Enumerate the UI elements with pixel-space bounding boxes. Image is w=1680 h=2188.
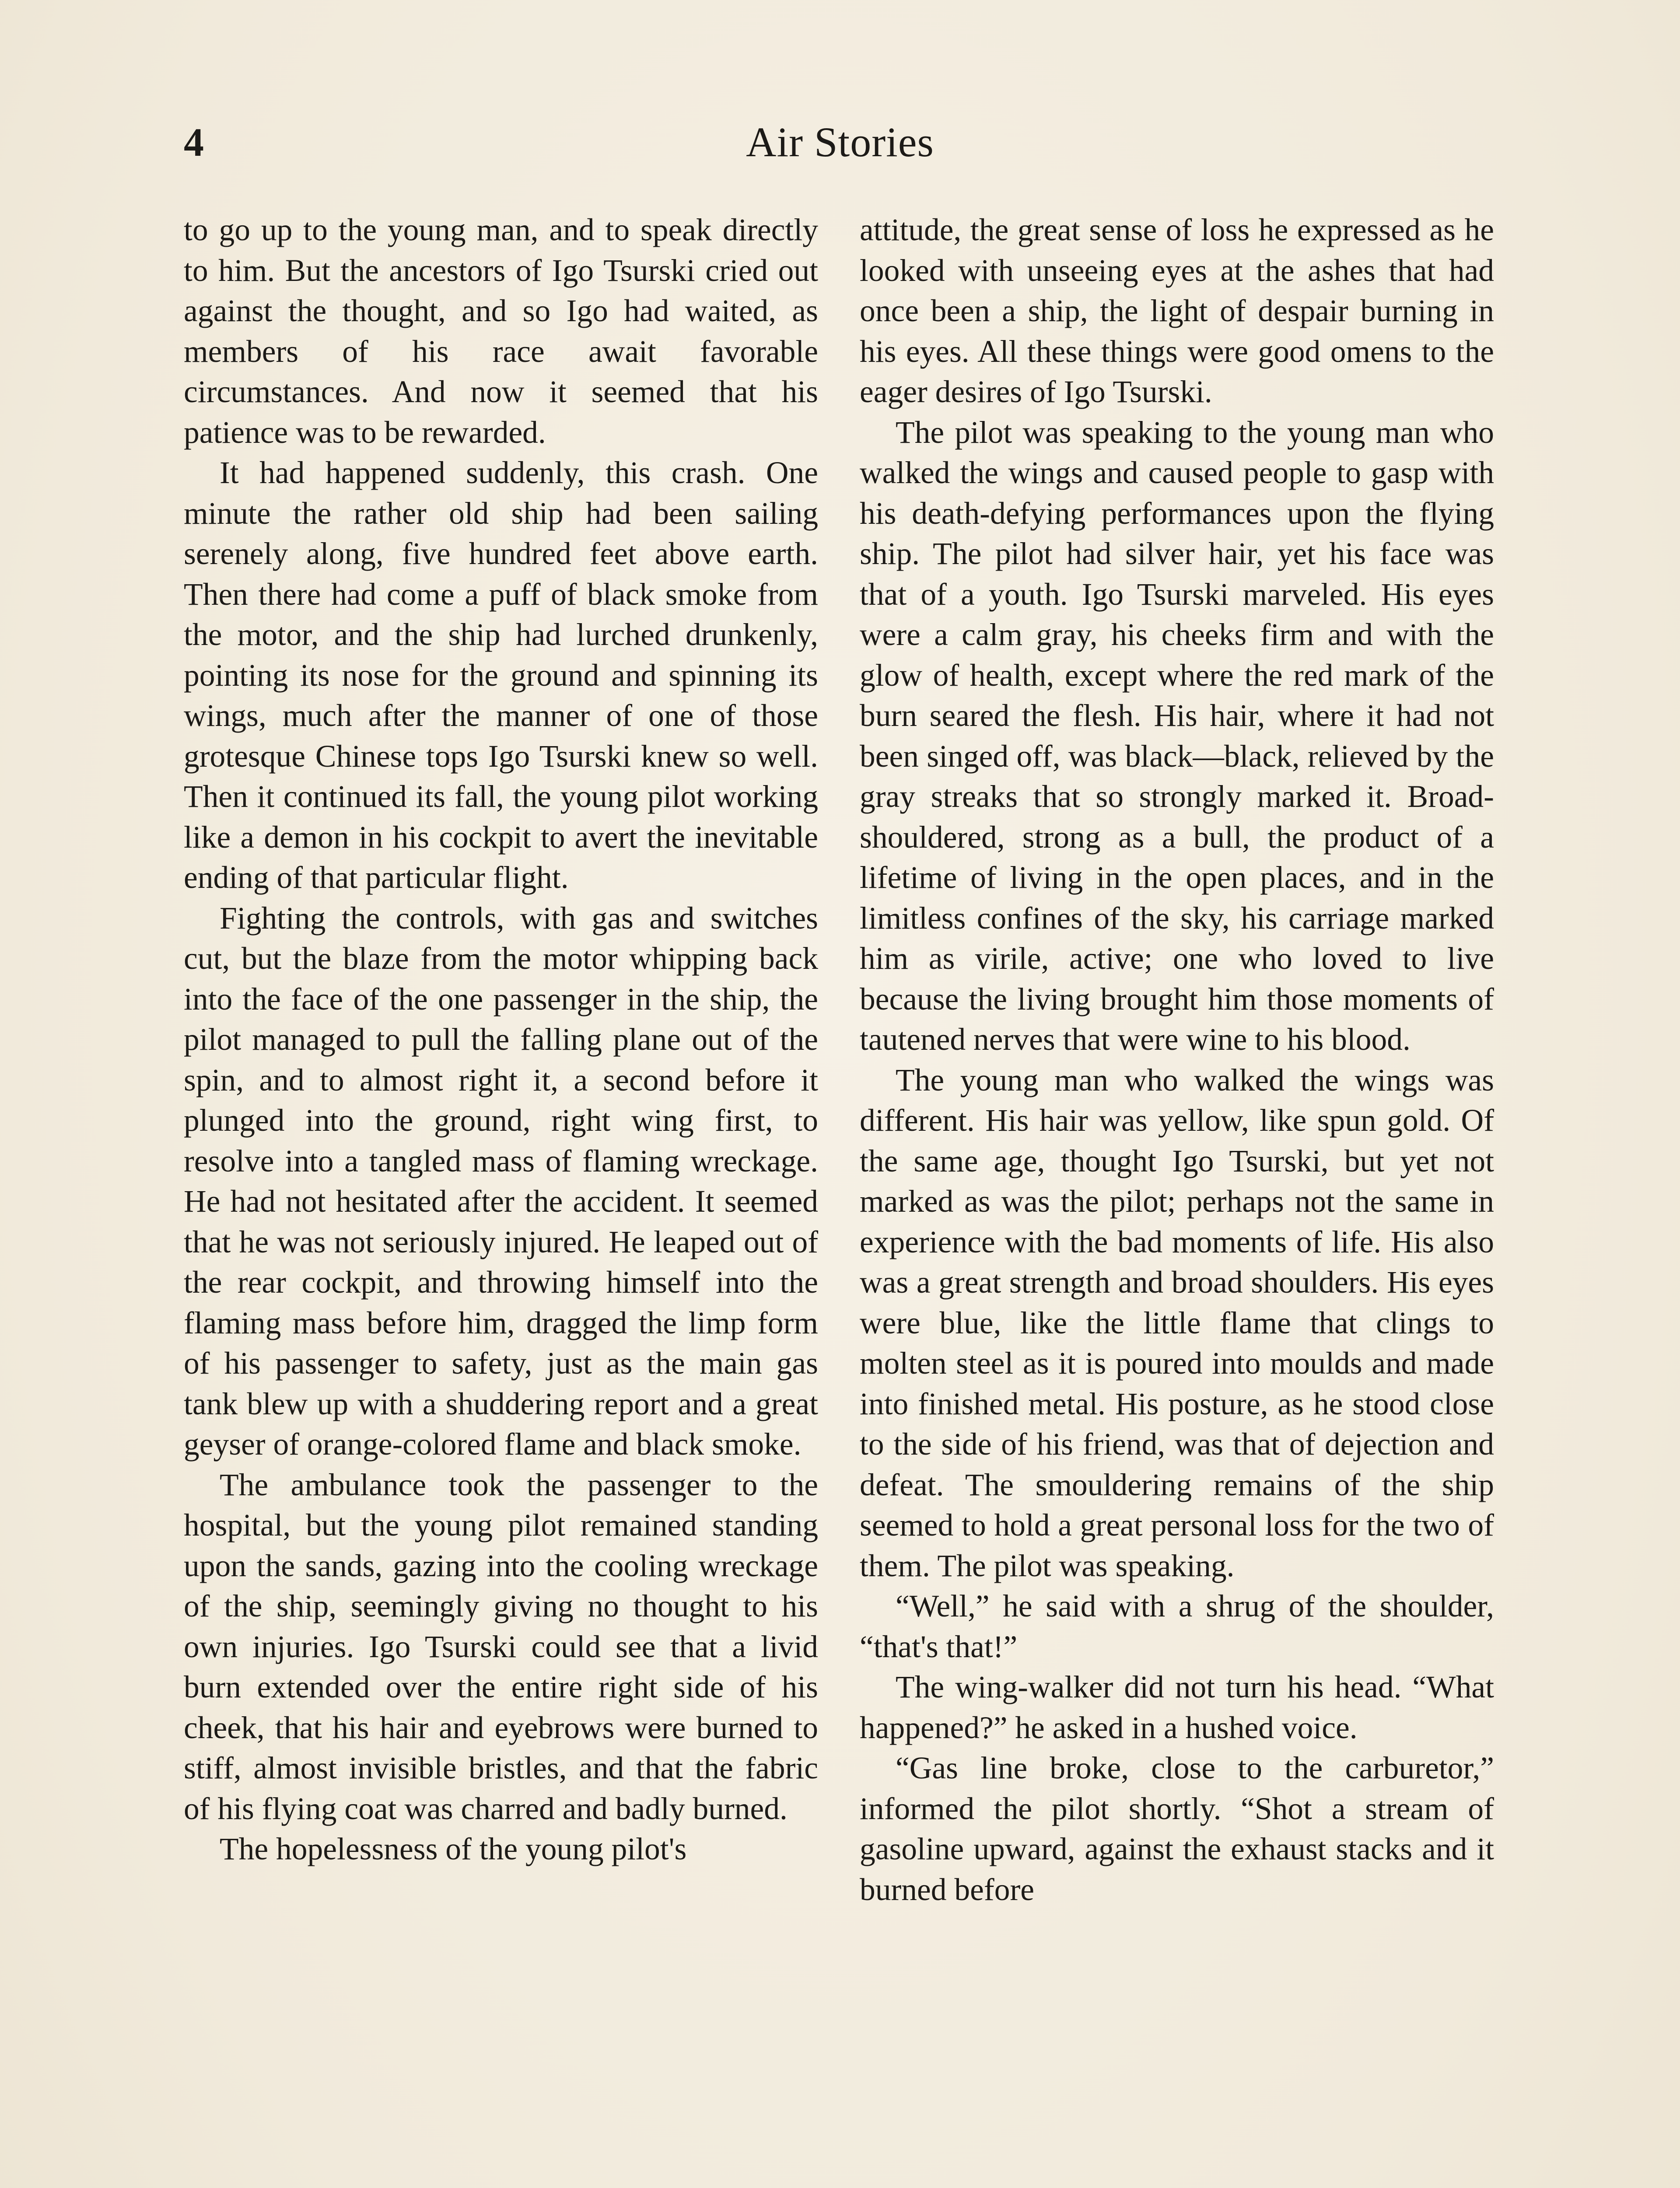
paragraph: to go up to the young man, and to speak directly to him. But the ancestors of Igo Tsurski cried out against the thought, and so Igo had waited, as members of his race await favorable circumstances. And now it seemed that his patience was to be rewarded. bbox=[184, 213, 818, 450]
paragraph: The young man who walked the wings was different. His hair was yellow, like spun gold. Of the same age, thought Igo Tsurski, but yet not marked as was the pilot; perhaps not the same in experience with the bad moments of life. His also was a great strength and broad shoulders. His eyes were blue, like the little flame that clings to molten steel as it is poured into moulds and made into finished metal. His posture, as he stood close to the side of his friend, was that of dejection and defeat. The smouldering remains of the ship seemed to hold a great personal loss for the two of them. The pilot was speaking. bbox=[860, 1062, 1494, 1583]
paragraph: “Well,” he said with a shrug of the shoulder, “that's that!” bbox=[860, 1589, 1494, 1664]
paragraph: The pilot was speaking to the young man who walked the wings and caused people to gasp with his death-defying performances upon the flying ship. The pilot had silver hair, yet his face was that of a youth. Igo Tsurski marveled. His eyes were a calm gray, his cheeks firm and with the glow of health, except where the red mark of the burn seared the flesh. His hair, where it had not been singed off, was black—black, relieved by the gray streaks that so strongly marked it. Broad-shouldered, strong as a bull, the product of a lifetime of living in the open places, and in the limitless confines of the sky, his carriage marked him as virile, active; one who loved to live because the living brought him those moments of tautened nerves that were wine to his blood. bbox=[860, 415, 1494, 1057]
page-header bbox=[184, 112, 1496, 177]
paragraph: “Gas line broke, close to the carburetor,” informed the pilot shortly. “Shot a stream of gasoline upward, against the exhaust stacks and it burned before bbox=[860, 1751, 1494, 1907]
paragraph: It had happened suddenly, this crash. One minute the rather old ship had been sailing serenely along, five hundred feet above earth. Then there had come a puff of black smoke from the motor, and the ship had lurched drunkenly, pointing its nose for the ground and spinning its wings, much after the manner of one of those grotesque Chinese tops Igo Tsurski knew so well. Then it continued its fall, the young pilot working like a demon in his cockpit to avert the inevitable ending of that particular flight. bbox=[184, 456, 818, 895]
paragraph: Fighting the controls, with gas and switches cut, but the blaze from the motor whipping back into the face of the one passenger in the ship, the pilot managed to pull the falling plane out of the spin, and to almost right it, a second before it plunged into the ground, right wing first, to resolve into a tangled mass of flaming wreckage. He had not hesitated after the accident. It seemed that he was not seriously injured. He leaped out of the rear cockpit, and throwing himself into the flaming mass before him, dragged the limp form of his passenger to safety, just as the main gas tank blew up with a shuddering report and a great geyser of orange-colored flame and black smoke. bbox=[184, 901, 818, 1462]
paragraph: The ambulance took the passenger to the hospital, but the young pilot remained standing upon the sands, gazing into the cooling wreckage of the ship, seemingly giving no thought to his own injuries. Igo Tsurski could see that a livid burn extended over the entire right side of his cheek, that his hair and eyebrows were burned to stiff, almost invisible bristles, and that the fabric of his flying coat was charred and badly burned. bbox=[184, 1467, 818, 1826]
left-column bbox=[184, 210, 818, 1870]
paragraph: attitude, the great sense of loss he expressed as he looked with unseeing eyes at the ashes that had once been a ship, the light of despair burning in his eyes. All these things were good omens to the eager desires of Igo Tsurski. bbox=[860, 213, 1494, 409]
page-number: 4 bbox=[184, 120, 204, 165]
right-column bbox=[860, 210, 1494, 1910]
running-title: Air Stories bbox=[746, 119, 934, 165]
paragraph: The hopelessness of the young pilot's bbox=[220, 1832, 687, 1866]
paragraph: The wing-walker did not turn his head. “What happened?” he asked in a hushed voice. bbox=[860, 1670, 1494, 1745]
